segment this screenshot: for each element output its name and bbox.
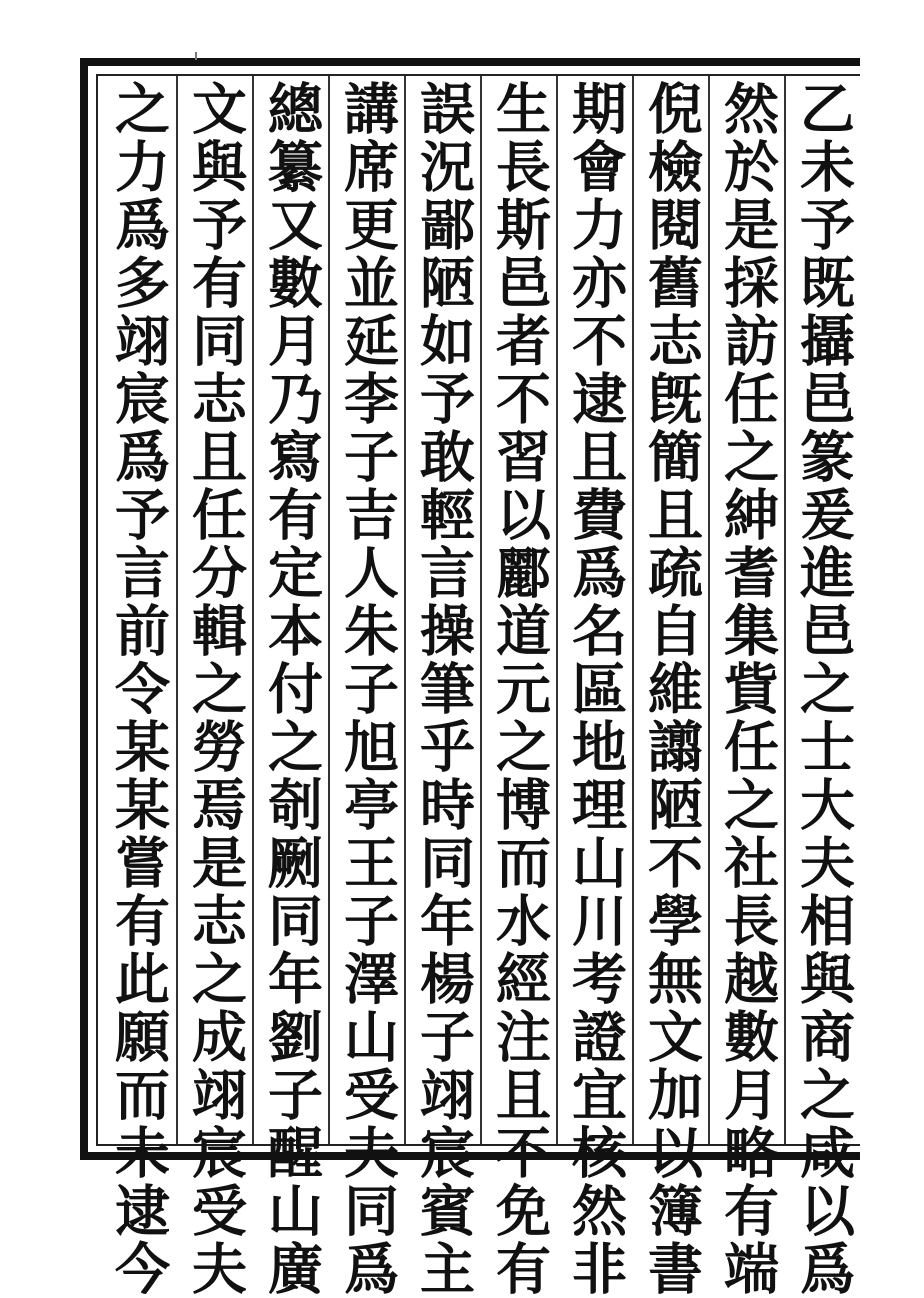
text-column-2 [708,76,784,1298]
margin-mark [195,52,197,60]
column-text: 文與予有同志且任分輯之勞焉是志之成翊宸受夫 [183,80,247,1298]
text-column-6 [404,76,480,1298]
column-text: 然於是採訪任之紳耆集貲任之社長越數月略有端 [715,80,779,1298]
column-text: 之力爲多翊宸爲予言前令某某嘗有此願而未逮今 [106,80,170,1298]
text-column-4 [556,76,632,1298]
column-text: 期會力亦不逮且費爲名區地理山川考證宜核然非 [563,80,627,1298]
text-columns [98,76,860,1298]
column-text: 乙未予既攝邑篆爰進邑之士大夫相與商之咸以爲 [791,80,855,1298]
text-column-8 [252,76,328,1298]
column-text: 講席更並延李子吉人朱子旭亭王子澤山受夫同爲 [335,80,399,1298]
text-column-10 [100,76,176,1298]
column-text: 生長斯邑者不習以酈道元之博而水經注且不免有 [487,80,551,1298]
text-column-5 [480,76,556,1298]
text-column-3 [632,76,708,1298]
column-text: 總纂又數月乃寫有定本付之剞劂同年劉子醒山廣 [259,80,323,1298]
column-text: 誤況鄙陋如予敢輕言操筆乎時同年楊子翊宸賓主 [411,80,475,1298]
text-column-9 [176,76,252,1298]
text-column-7 [328,76,404,1298]
column-text: 倪檢閱舊志旣簡且疏自維譾陋不學無文加以簿書 [639,80,703,1298]
text-column-1 [784,76,860,1298]
